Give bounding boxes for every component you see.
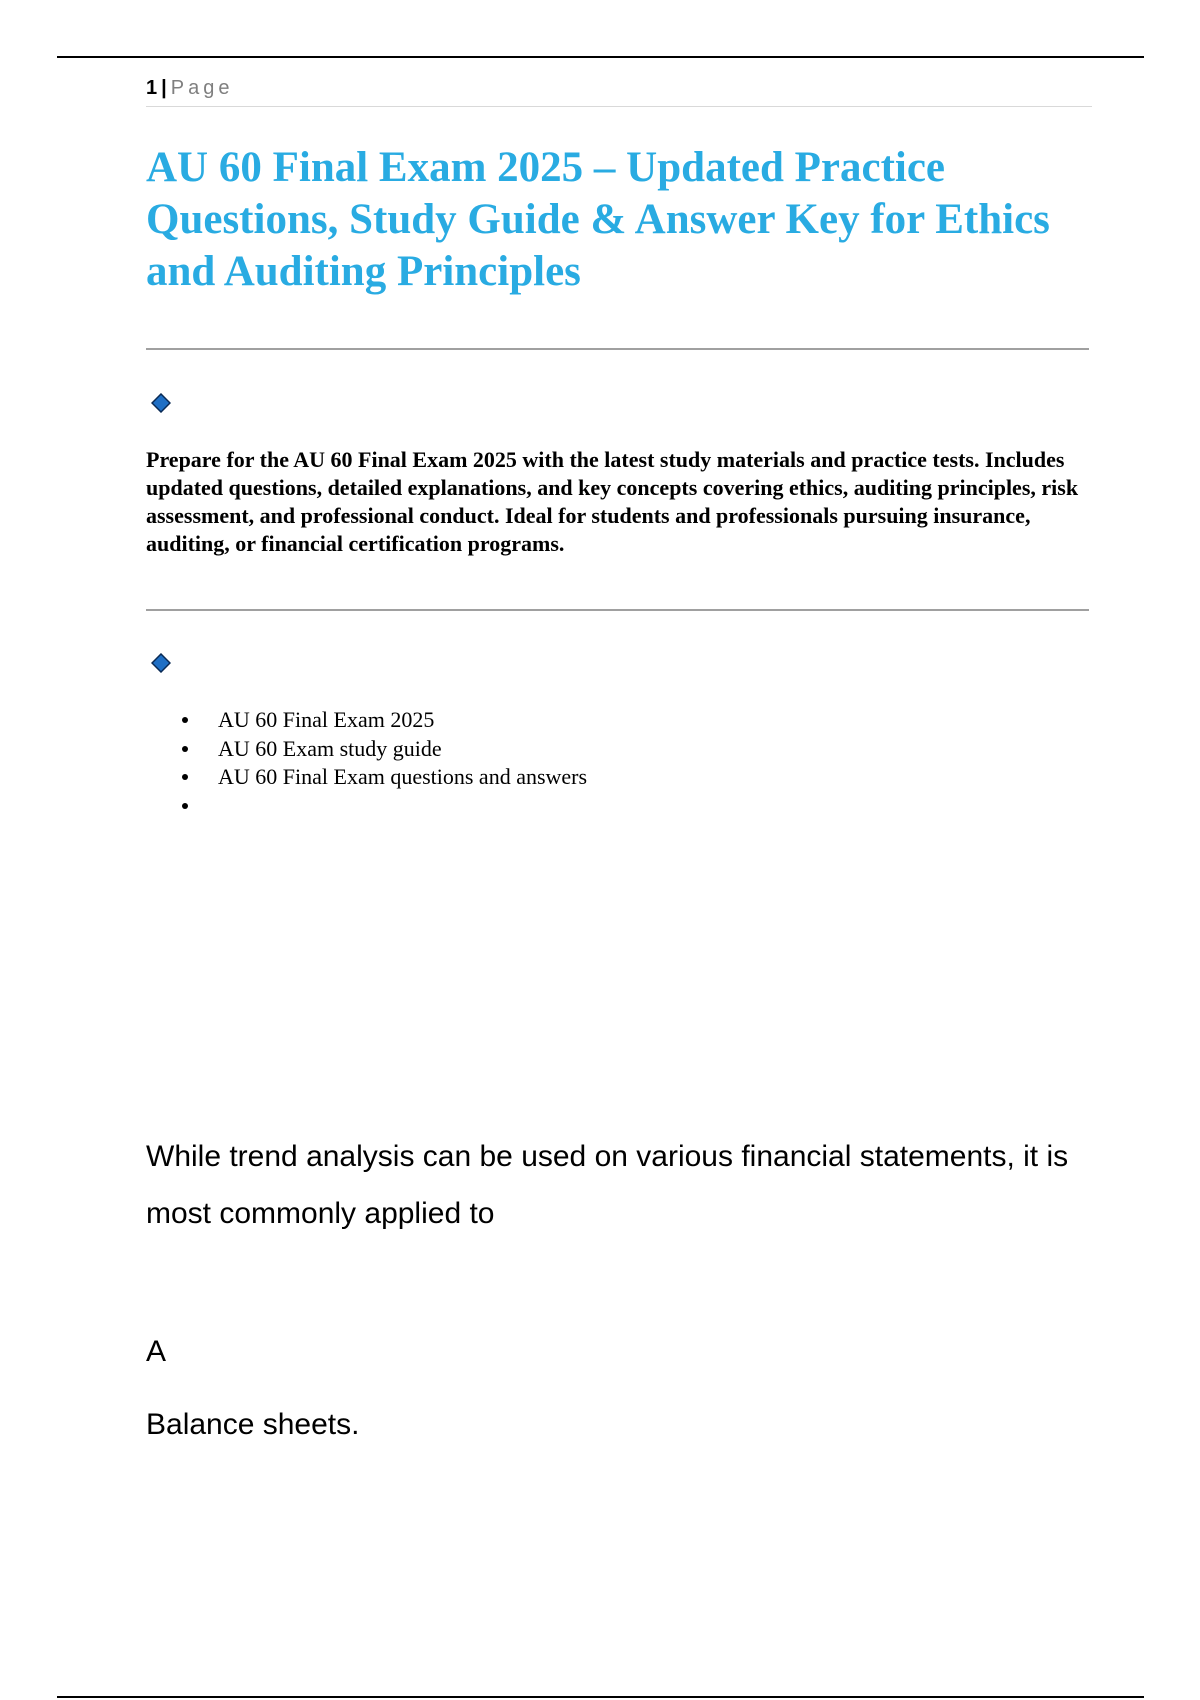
- page-separator: |: [161, 77, 167, 99]
- bottom-page-rule: [57, 1696, 1144, 1698]
- list-item: [146, 706, 587, 735]
- description-paragraph: Prepare for the AU 60 Final Exam 2025 with the latest study materials and practice tests. Includes updated questions, detailed explanations, and key concepts covering ethics, auditing principles, risk assessment, and professional conduct. Ideal for students and professionals pursuing insurance, auditing, or financial certification programs.: [146, 447, 1079, 556]
- diamond-icon: [151, 653, 171, 673]
- bullet-icon: [182, 746, 188, 752]
- page-number: 1: [146, 77, 158, 99]
- list-item: [146, 763, 587, 792]
- keyword-list: [146, 706, 587, 820]
- page-header: [146, 72, 1092, 107]
- keyword-text: AU 60 Final Exam 2025: [218, 707, 435, 732]
- option-text: Balance sheets.: [146, 1408, 360, 1441]
- bullet-icon: [182, 774, 188, 780]
- option-letter: A: [146, 1335, 167, 1368]
- diamond-icon: [151, 393, 171, 413]
- keyword-text: AU 60 Final Exam questions and answers: [218, 764, 588, 789]
- top-page-rule: [57, 56, 1144, 58]
- section-divider: [146, 348, 1089, 350]
- bullet-icon: [182, 803, 188, 809]
- list-item: [146, 792, 587, 821]
- section-divider: [146, 609, 1089, 611]
- list-item: [146, 735, 587, 764]
- keyword-text: AU 60 Exam study guide: [218, 735, 442, 761]
- document-title: AU 60 Final Exam 2025 – Updated Practice Questions, Study Guide & Answer Key for Ethics and Auditing Principles: [146, 144, 1050, 295]
- question-text: While trend analysis can be used on various financial statements, it is most commonly applied to: [146, 1140, 1069, 1230]
- page-label: Page: [170, 77, 234, 99]
- bullet-icon: [182, 717, 188, 723]
